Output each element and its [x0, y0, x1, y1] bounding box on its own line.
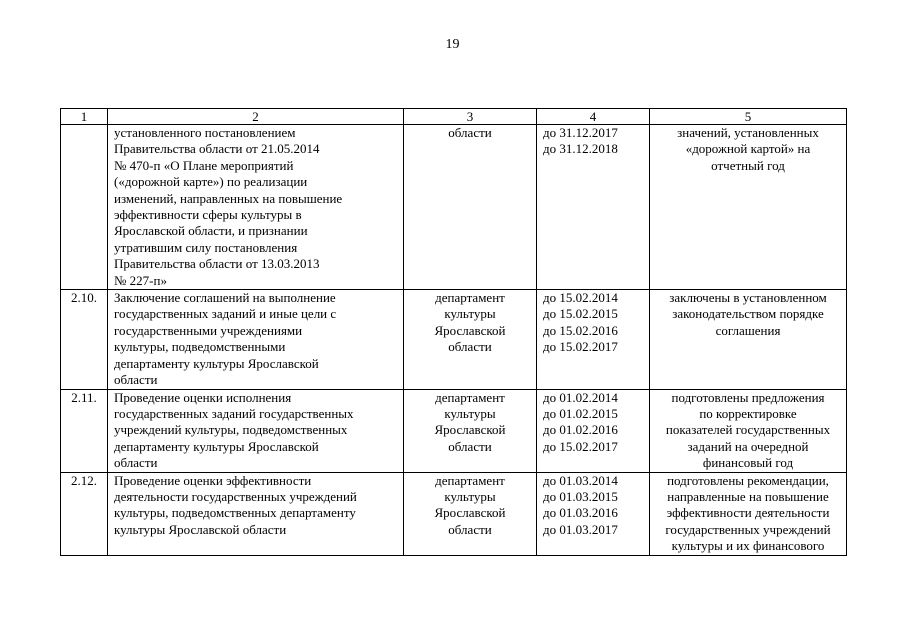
deadline-cell [537, 290, 650, 389]
header-cell-1: 1 [61, 109, 108, 125]
expected-result-line: культуры и их финансового [671, 538, 825, 554]
item-number-cell: 2.11. [61, 389, 108, 472]
measure-description-line: изменений, направленных на повышение [114, 190, 343, 206]
measure-description-line: Проведение оценки эффективности [114, 472, 312, 488]
expected-result-line: показателей государственных [665, 422, 831, 438]
executor-line: департамент [435, 472, 505, 488]
measure-description-line: Правительства области от 13.03.2013 [114, 256, 320, 272]
deadline-line: до 01.02.2015 [543, 405, 618, 421]
measure-description-line: деятельности государственных учреждений [114, 488, 357, 504]
deadline-line: до 01.03.2015 [543, 488, 618, 504]
measure-description-line: эффективности сферы культуры в [114, 207, 302, 223]
executor-cell [404, 389, 537, 472]
deadline-cell [537, 389, 650, 472]
expected-result-line: финансовый год [702, 455, 794, 471]
executor-cell [404, 290, 537, 389]
measure-description-line: Ярославской области, и признании [114, 223, 308, 239]
expected-result-line: эффективности деятельности [666, 505, 830, 521]
item-number-cell: 2.12. [61, 472, 108, 555]
executor-line: области [448, 125, 492, 140]
measure-description-line: утратившим силу постановления [114, 239, 298, 255]
expected-result-line: направленные на повышение [667, 488, 829, 504]
measure-description-line: области [114, 455, 158, 471]
expected-result-cell [650, 389, 847, 472]
header-cell-3: 3 [404, 109, 537, 125]
measure-description-line: культуры Ярославской области [114, 521, 287, 537]
expected-result-line: законодательством порядке [672, 306, 824, 322]
measure-description-line: государственными учреждениями [114, 322, 303, 338]
executor-line: области [448, 521, 492, 537]
executor-cell [404, 125, 537, 290]
deadline-line: до 01.03.2017 [543, 521, 618, 537]
expected-result-line: заключены в установленном [669, 290, 827, 306]
measure-description-line: государственных заданий и иные цели с [114, 306, 337, 322]
executor-line: департамент [435, 389, 505, 405]
table-row [61, 125, 847, 290]
measure-description-line: культуры, подведомственных департаменту [114, 505, 356, 521]
measure-description-line: департаменту культуры Ярославской [114, 355, 319, 371]
executor-line: области [448, 339, 492, 355]
header-cell-4: 4 [537, 109, 650, 125]
expected-result-line: «дорожной картой» на [685, 141, 811, 157]
header-cell-5: 5 [650, 109, 847, 125]
deadline-cell [537, 472, 650, 555]
measure-description-line: учреждений культуры, подведомственных [114, 422, 348, 438]
measure-description-line: культуры, подведомственными [114, 339, 286, 355]
table-row [61, 472, 847, 555]
executor-line: Ярославской [434, 422, 506, 438]
measure-description-line: Заключение соглашений на выполнение [114, 290, 336, 306]
executor-cell [404, 472, 537, 555]
deadline-line: до 01.03.2014 [543, 472, 618, 488]
measure-description-cell [108, 389, 404, 472]
measure-description-line: Правительства области от 21.05.2014 [114, 141, 320, 157]
expected-result-cell [650, 472, 847, 555]
executor-line: Ярославской [434, 322, 506, 338]
executor-line: культуры [444, 488, 496, 504]
deadline-line: до 15.02.2017 [543, 339, 618, 355]
measure-description-line: Проведение оценки исполнения [114, 389, 292, 405]
measure-description-line: № 470-п «О Плане мероприятий [114, 157, 294, 173]
expected-result-line: значений, установленных [677, 125, 819, 140]
executor-line: Ярославской [434, 505, 506, 521]
measure-description-cell [108, 290, 404, 389]
measure-description-line: («дорожной карте») по реализации [114, 174, 308, 190]
deadline-line: до 01.02.2014 [543, 389, 618, 405]
deadline-line: до 15.02.2016 [543, 322, 618, 338]
measure-description-line: области [114, 372, 158, 388]
item-number-cell: 2.10. [61, 290, 108, 389]
executor-line: культуры [444, 306, 496, 322]
measure-description-line: департаменту культуры Ярославской [114, 438, 319, 454]
deadline-line: до 01.02.2016 [543, 422, 618, 438]
plan-table [60, 108, 847, 556]
measure-description-cell [108, 125, 404, 290]
expected-result-cell [650, 290, 847, 389]
deadline-line: до 01.03.2016 [543, 505, 618, 521]
deadline-line: до 15.02.2015 [543, 306, 618, 322]
expected-result-line: по корректировке [699, 405, 797, 421]
expected-result-line: заданий на очередной [687, 438, 809, 454]
executor-line: культуры [444, 405, 496, 421]
executor-line: области [448, 438, 492, 454]
header-cell-2: 2 [108, 109, 404, 125]
expected-result-line: отчетный год [711, 157, 785, 173]
expected-result-line: подготовлены предложения [671, 389, 825, 405]
measure-description-line: установленного постановлением [114, 125, 296, 140]
item-number-cell [61, 125, 108, 290]
measure-description-line: государственных заданий государственных [114, 405, 354, 421]
table-row [61, 389, 847, 472]
page-number: 19 [445, 37, 460, 52]
deadline-cell [537, 125, 650, 290]
expected-result-line: государственных учреждений [665, 521, 831, 537]
deadline-line: до 15.02.2014 [543, 290, 618, 306]
measure-description-line: № 227-п» [114, 272, 167, 288]
expected-result-line: подготовлены рекомендации, [667, 472, 829, 488]
measure-description-cell [108, 472, 404, 555]
table-body [61, 109, 847, 556]
expected-result-cell [650, 125, 847, 290]
deadline-line: до 31.12.2018 [543, 141, 618, 157]
executor-line: департамент [435, 290, 505, 306]
table-row [61, 290, 847, 389]
table-header-row [61, 109, 847, 125]
deadline-line: до 31.12.2017 [543, 125, 618, 140]
expected-result-line: соглашения [715, 322, 781, 338]
deadline-line: до 15.02.2017 [543, 438, 618, 454]
